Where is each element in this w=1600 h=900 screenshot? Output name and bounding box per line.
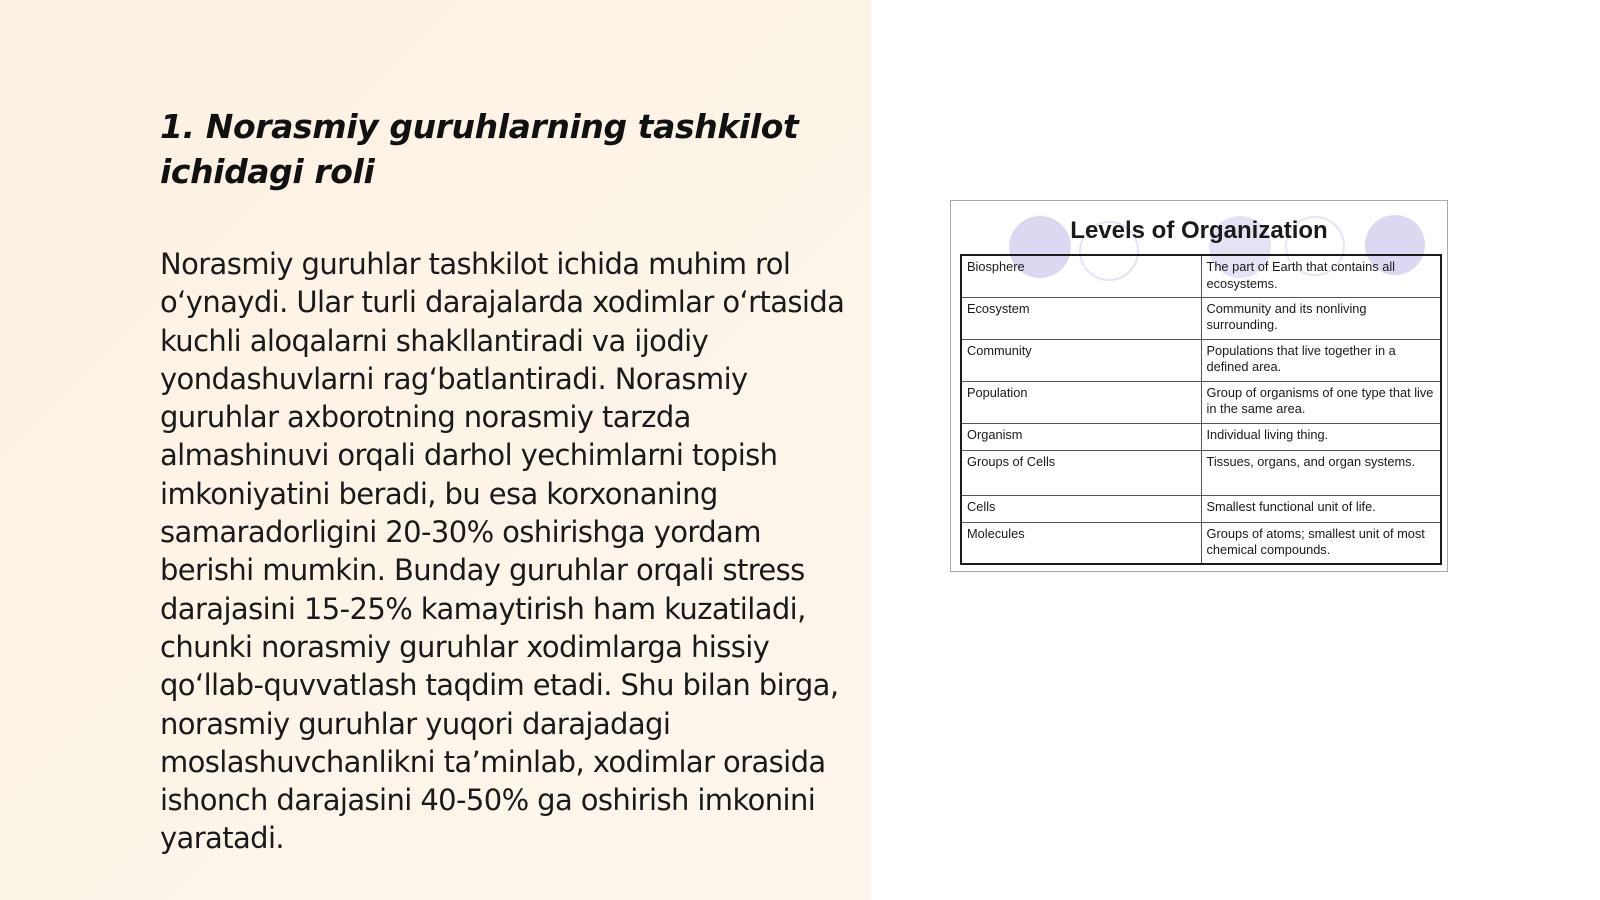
description-cell: Groups of atoms; smallest unit of most chemical compounds. [1201,522,1441,564]
description-cell: The part of Earth that contains all ecosystems. [1201,255,1441,297]
table-row [961,522,1441,564]
figure-title: Levels of Organization [1070,217,1328,244]
slide-title: 1. Norasmiy guruhlarning tashkilot ichidagi roli [160,107,799,191]
level-cell: Ecosystem [961,297,1201,339]
level-cell: Organism [961,423,1201,450]
level-cell: Groups of Cells [961,450,1201,495]
table-row [961,423,1441,450]
table-row [961,339,1441,381]
level-cell: Biosphere [961,255,1201,297]
slide-body-text: Norasmiy guruhlar tashkilot ichida muhim rol oʻynaydi. Ular turli darajalarda xodimlar oʻrtasida kuchli aloqalarni shakllantiradi va ijodiy yondashuvlarni ragʻbatlantiradi. Norasmiy guruhlar axborotning norasmiy tarzda almashinuvi orqali darhol yechimlarni topish imkoniyatini beradi, bu esa korxonaning samaradorligini 20-30% oshirishga yordam berishi mumkin. Bunday guruhlar orqali stress darajasini 15-25% kamaytirish ham kuzatiladi, chunki norasmiy guruhlar xodimlarga hissiy qoʻllab-quvvatlash taqdim etadi. Shu bilan birga, norasmiy guruhlar yuqori darajadagi moslashuvchanlikni taʼminlab, xodimlar orasida ishonch darajasini 40-50% ga oshirish imkonini yaratadi. [160,247,845,856]
table-row [961,450,1441,495]
description-cell: Group of organisms of one type that live in the same area. [1201,381,1441,423]
table-row [961,495,1441,522]
description-cell: Smallest functional unit of life. [1201,495,1441,522]
description-cell: Individual living thing. [1201,423,1441,450]
description-cell: Tissues, organs, and organ systems. [1201,450,1441,495]
level-cell: Cells [961,495,1201,522]
table-row [961,255,1441,297]
levels-table [960,254,1442,565]
table-row [961,297,1441,339]
description-cell: Community and its nonliving surrounding. [1201,297,1441,339]
level-cell: Molecules [961,522,1201,564]
description-cell: Populations that live together in a defined area. [1201,339,1441,381]
level-cell: Population [961,381,1201,423]
level-cell: Community [961,339,1201,381]
table-row [961,381,1441,423]
levels-of-organization-figure [950,200,1448,572]
